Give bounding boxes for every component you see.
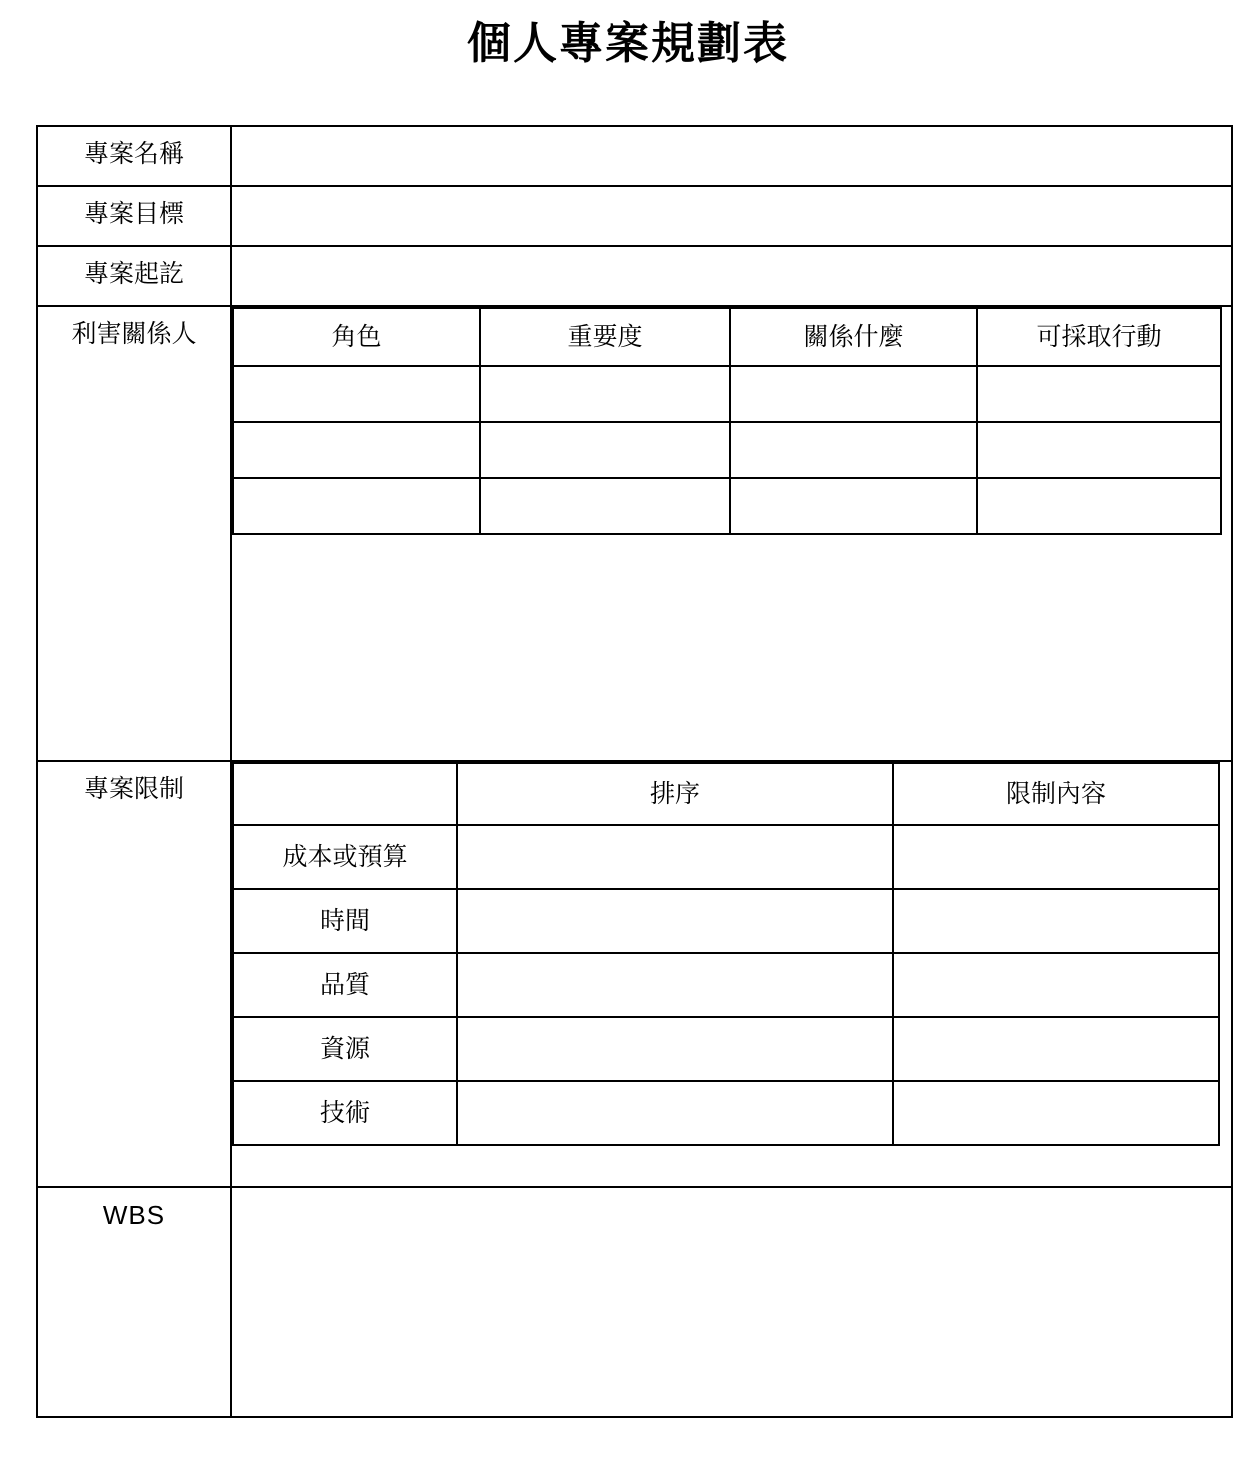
constraint-header-order: 排序 (457, 763, 893, 825)
table-row (233, 422, 1221, 478)
constraint-label-resource: 資源 (233, 1017, 457, 1081)
form-row-project-goal (37, 186, 1232, 246)
label-constraints-text: 專案限制 (83, 775, 184, 803)
constraint-cell-detail-technology[interactable] (893, 1081, 1219, 1145)
label-constraints (37, 761, 231, 1187)
stakeholder-cell-action[interactable] (977, 478, 1221, 534)
constraint-table (232, 762, 1220, 1146)
constraint-cell-order-quality[interactable] (457, 953, 893, 1017)
constraint-label-cost: 成本或預算 (233, 825, 457, 889)
label-project-duration (37, 246, 231, 306)
constraint-header-row (233, 763, 1219, 825)
stakeholder-cell-role[interactable] (233, 366, 480, 422)
field-project-goal[interactable] (231, 186, 1232, 246)
constraint-cell-order-technology[interactable] (457, 1081, 893, 1145)
constraint-header-blank (233, 763, 457, 825)
stakeholder-cell-action[interactable] (977, 366, 1221, 422)
stakeholder-cell-role[interactable] (233, 478, 480, 534)
label-wbs (37, 1187, 231, 1417)
table-row (233, 366, 1221, 422)
form-row-wbs (37, 1187, 1232, 1417)
stakeholder-cell-action[interactable] (977, 422, 1221, 478)
stakeholder-cell-relation[interactable] (730, 366, 977, 422)
field-wbs[interactable] (231, 1187, 1232, 1417)
stakeholder-cell-importance[interactable] (480, 422, 730, 478)
stakeholder-cell-importance[interactable] (480, 478, 730, 534)
project-planning-form (36, 125, 1233, 1418)
form-row-project-duration (37, 246, 1232, 306)
table-row (233, 825, 1219, 889)
label-project-name (37, 126, 231, 186)
table-row (233, 889, 1219, 953)
label-project-duration-text: 專案起訖 (83, 260, 184, 288)
label-stakeholders-text: 利害關係人 (71, 320, 197, 348)
stakeholder-cell-role[interactable] (233, 422, 480, 478)
label-project-name-text: 專案名稱 (83, 140, 184, 168)
form-row-project-name (37, 126, 1232, 186)
stakeholder-cell-importance[interactable] (480, 366, 730, 422)
constraint-label-time: 時間 (233, 889, 457, 953)
stakeholder-header-relation: 關係什麼 (730, 308, 977, 366)
constraint-cell-detail-cost[interactable] (893, 825, 1219, 889)
constraint-label-quality: 品質 (233, 953, 457, 1017)
stakeholder-cell-relation[interactable] (730, 478, 977, 534)
constraint-cell-detail-resource[interactable] (893, 1017, 1219, 1081)
label-project-goal (37, 186, 231, 246)
stakeholder-header-importance: 重要度 (480, 308, 730, 366)
field-stakeholders (231, 306, 1232, 761)
constraint-header-detail: 限制內容 (893, 763, 1219, 825)
stakeholder-header-action: 可採取行動 (977, 308, 1221, 366)
constraint-cell-order-resource[interactable] (457, 1017, 893, 1081)
constraint-cell-order-cost[interactable] (457, 825, 893, 889)
label-stakeholders (37, 306, 231, 761)
label-project-goal-text: 專案目標 (83, 200, 184, 228)
constraint-cell-detail-time[interactable] (893, 889, 1219, 953)
field-constraints (231, 761, 1232, 1187)
page-title: 個人專案規劃表 (467, 19, 789, 68)
stakeholder-table (232, 307, 1222, 535)
table-row (233, 1017, 1219, 1081)
table-row (233, 1081, 1219, 1145)
table-row (233, 478, 1221, 534)
field-project-name[interactable] (231, 126, 1232, 186)
label-wbs-text: WBS (102, 1200, 166, 1230)
stakeholder-header-role: 角色 (233, 308, 480, 366)
stakeholder-header-row (233, 308, 1221, 366)
form-row-constraints (37, 761, 1232, 1187)
constraint-cell-detail-quality[interactable] (893, 953, 1219, 1017)
form-row-stakeholders (37, 306, 1232, 761)
stakeholder-cell-relation[interactable] (730, 422, 977, 478)
field-project-duration[interactable] (231, 246, 1232, 306)
constraint-label-technology: 技術 (233, 1081, 457, 1145)
constraint-cell-order-time[interactable] (457, 889, 893, 953)
table-row (233, 953, 1219, 1017)
